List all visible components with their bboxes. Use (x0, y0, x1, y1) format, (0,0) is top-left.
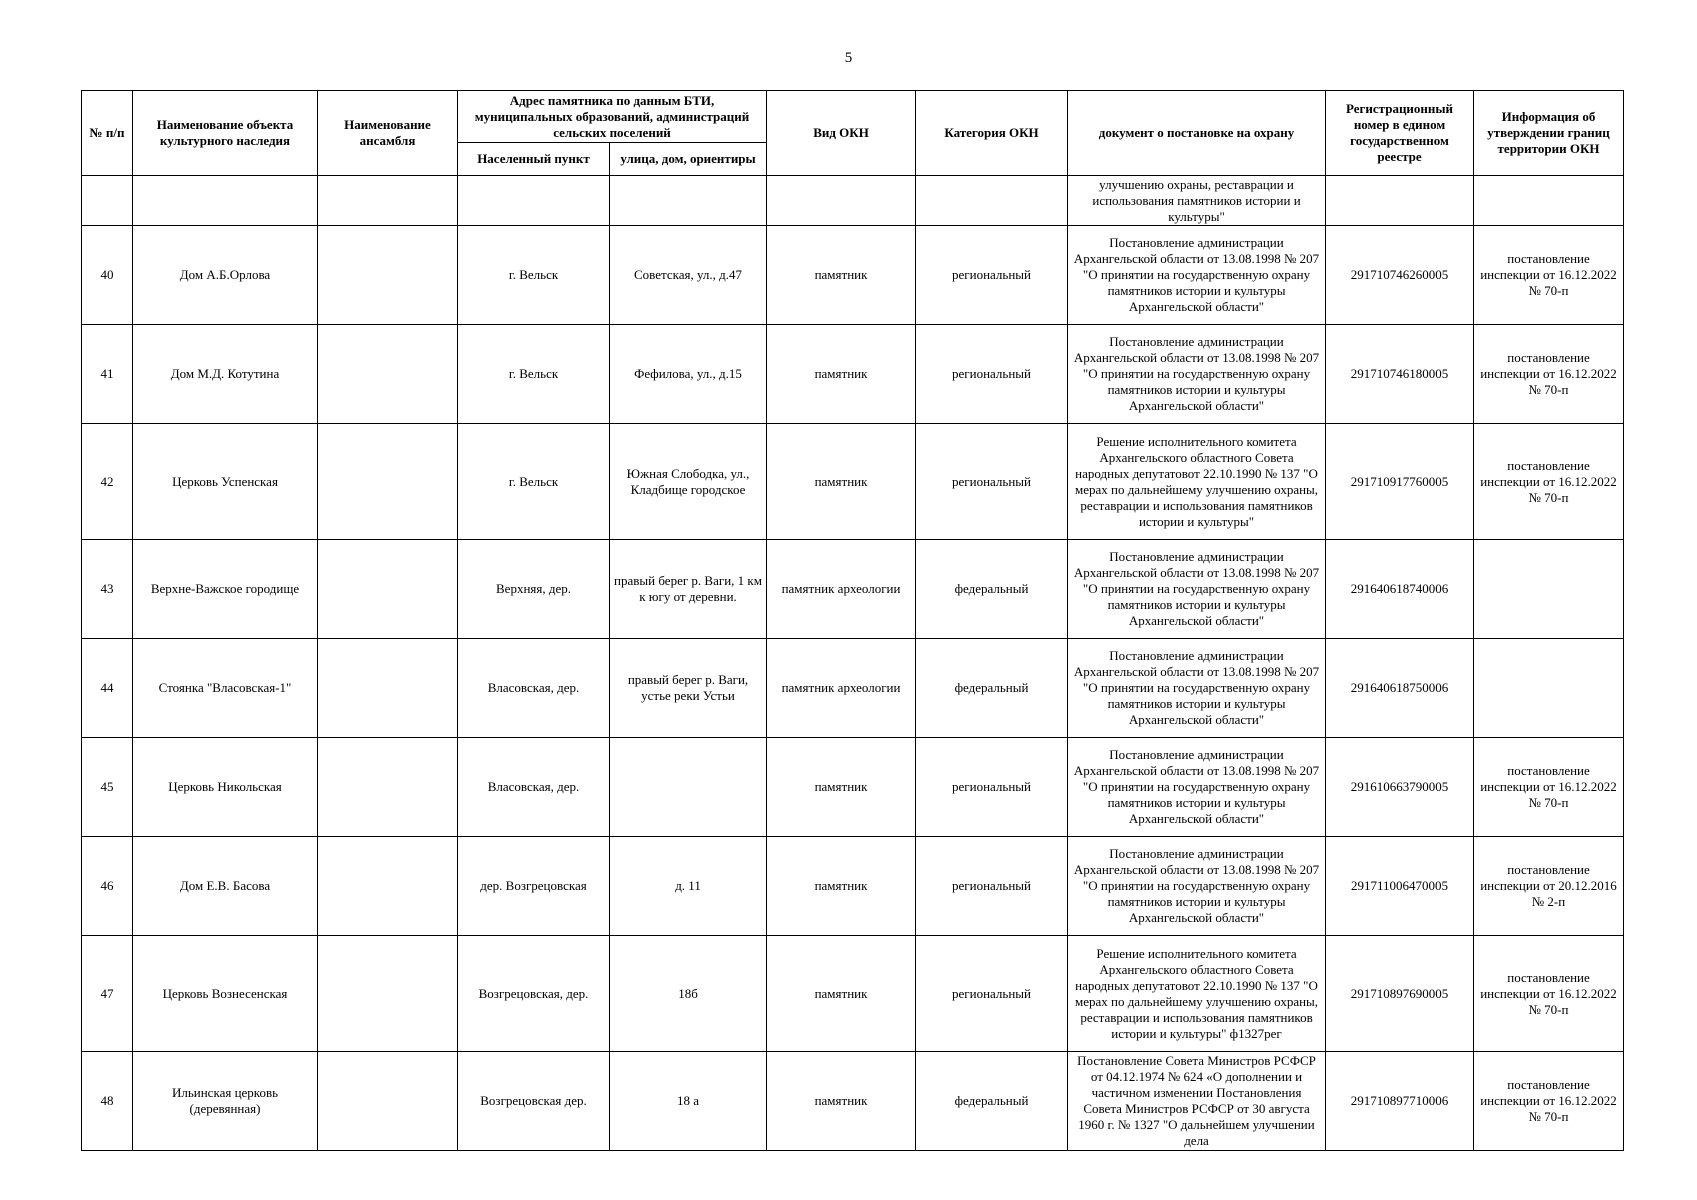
cell-name: Дом Е.В. Басова (133, 837, 318, 936)
cell-category: региональный (916, 226, 1068, 325)
cell-type (767, 176, 916, 226)
cell-street: Советская, ул., д.47 (610, 226, 767, 325)
cell-ensemble (318, 226, 458, 325)
header-type: Вид ОКН (767, 91, 916, 176)
cell-category: региональный (916, 325, 1068, 424)
table-row (82, 176, 1624, 226)
table-row (82, 540, 1624, 639)
cell-locality: Верхняя, дер. (458, 540, 610, 639)
cell-document: Постановление администрации Архангельской области от 13.08.1998 № 207 "О принятии на государственную охрану памятников истории и культуры Архангельской области" (1068, 325, 1326, 424)
table-row (82, 738, 1624, 837)
cell-regnum: 291710746180005 (1326, 325, 1474, 424)
cell-locality (458, 176, 610, 226)
cell-document: улучшению охраны, реставрации и использования памятников истории и культуры" (1068, 176, 1326, 226)
page-number: 5 (844, 50, 853, 66)
cell-num: 47 (82, 936, 133, 1052)
cell-type: памятник (767, 1052, 916, 1151)
cell-street: 18 а (610, 1052, 767, 1151)
cell-document: Постановление администрации Архангельской области от 13.08.1998 № 207 "О принятии на государственную охрану памятников истории и культуры Архангельской области" (1068, 738, 1326, 837)
cell-document: Решение исполнительного комитета Архангельского областного Совета народных депутатовот 22.10.1990 № 137 "О мерах по дальнейшему улучшению охраны, реставрации и использования памятников истории и культуры" ф1327рег (1068, 936, 1326, 1052)
cell-num: 46 (82, 837, 133, 936)
cell-category: региональный (916, 738, 1068, 837)
cell-regnum: 291640618740006 (1326, 540, 1474, 639)
cell-name: Стоянка "Власовская-1" (133, 639, 318, 738)
cell-category: федеральный (916, 639, 1068, 738)
cell-locality: Возгрецовская, дер. (458, 936, 610, 1052)
cell-num: 40 (82, 226, 133, 325)
cell-category: федеральный (916, 1052, 1068, 1151)
table-row (82, 325, 1624, 424)
cell-document: Решение исполнительного комитета Архангельского областного Совета народных депутатовот 22.10.1990 № 137 "О мерах по дальнейшему улучшению охраны, реставрации и использования памятников истории и культуры" (1068, 424, 1326, 540)
cell-locality: г. Вельск (458, 226, 610, 325)
cell-document: Постановление Совета Министров РСФСР от 04.12.1974 № 624 «О дополнении и частичном изменении Постановления Совета Министров РСФСР от 30 августа 1960 г. № 1327 "О дальнейшем улучшении дела (1068, 1052, 1326, 1151)
cell-name: Верхне-Важское городище (133, 540, 318, 639)
cell-street: Фефилова, ул., д.15 (610, 325, 767, 424)
cell-name: Дом А.Б.Орлова (133, 226, 318, 325)
table-body (82, 176, 1624, 1151)
cell-ensemble (318, 936, 458, 1052)
cell-num: 48 (82, 1052, 133, 1151)
cell-street: 18б (610, 936, 767, 1052)
cell-type: памятник (767, 424, 916, 540)
header-name: Наименование объекта культурного наследия (133, 91, 318, 176)
cell-document: Постановление администрации Архангельской области от 13.08.1998 № 207 "О принятии на государственную охрану памятников истории и культуры Архангельской области" (1068, 226, 1326, 325)
header-regnum: Регистрационный номер в едином государственном реестре (1326, 91, 1474, 176)
cell-regnum: 291610663790005 (1326, 738, 1474, 837)
cell-num (82, 176, 133, 226)
cell-boundaries (1474, 639, 1624, 738)
cell-locality: г. Вельск (458, 325, 610, 424)
cell-regnum (1326, 176, 1474, 226)
cell-type: памятник (767, 325, 916, 424)
cell-ensemble (318, 639, 458, 738)
header-locality: Населенный пункт (458, 143, 610, 176)
cell-locality: дер. Возгрецовская (458, 837, 610, 936)
cell-type: памятник (767, 936, 916, 1052)
cell-ensemble (318, 424, 458, 540)
cell-name: Ильинская церковь (деревянная) (133, 1052, 318, 1151)
cell-document: Постановление администрации Архангельской области от 13.08.1998 № 207 "О принятии на государственную охрану памятников истории и культуры Архангельской области" (1068, 837, 1326, 936)
cell-boundaries: постановление инспекции от 20.12.2016 № 2-п (1474, 837, 1624, 936)
cell-category: федеральный (916, 540, 1068, 639)
cell-type: памятник (767, 837, 916, 936)
header-document: документ о постановке на охрану (1068, 91, 1326, 176)
table-row (82, 1052, 1624, 1151)
cell-locality: Власовская, дер. (458, 738, 610, 837)
cell-street: Южная Слободка, ул., Кладбище городское (610, 424, 767, 540)
cell-category (916, 176, 1068, 226)
cell-street (610, 738, 767, 837)
cell-category: региональный (916, 837, 1068, 936)
cell-street: д. 11 (610, 837, 767, 936)
cell-locality: г. Вельск (458, 424, 610, 540)
cell-category: региональный (916, 936, 1068, 1052)
cell-street (610, 176, 767, 226)
cell-type: памятник (767, 738, 916, 837)
cell-type: памятник археологии (767, 639, 916, 738)
header-address: Адрес памятника по данным БТИ, муниципальных образований, администраций сельских поселений (458, 91, 767, 143)
cell-ensemble (318, 540, 458, 639)
cell-category: региональный (916, 424, 1068, 540)
cell-boundaries (1474, 176, 1624, 226)
cell-name: Дом М.Д. Котутина (133, 325, 318, 424)
cell-ensemble (318, 738, 458, 837)
cell-name: Церковь Успенская (133, 424, 318, 540)
cell-boundaries (1474, 540, 1624, 639)
table-header (82, 91, 1624, 176)
cell-locality: Власовская, дер. (458, 639, 610, 738)
table-row (82, 837, 1624, 936)
header-street: улица, дом, ориентиры (610, 143, 767, 176)
cell-regnum: 291711006470005 (1326, 837, 1474, 936)
header-num: № п/п (82, 91, 133, 176)
cell-type: памятник археологии (767, 540, 916, 639)
cell-num: 42 (82, 424, 133, 540)
cell-type: памятник (767, 226, 916, 325)
cell-regnum: 291710897710006 (1326, 1052, 1474, 1151)
cell-regnum: 291640618750006 (1326, 639, 1474, 738)
cell-name: Церковь Вознесенская (133, 936, 318, 1052)
cell-num: 44 (82, 639, 133, 738)
table-row (82, 424, 1624, 540)
cell-boundaries: постановление инспекции от 16.12.2022 № 70-п (1474, 424, 1624, 540)
cell-num: 45 (82, 738, 133, 837)
cell-regnum: 291710746260005 (1326, 226, 1474, 325)
cell-name: Церковь Никольская (133, 738, 318, 837)
cell-ensemble (318, 1052, 458, 1151)
cell-num: 41 (82, 325, 133, 424)
cell-name (133, 176, 318, 226)
table-row (82, 936, 1624, 1052)
cell-boundaries: постановление инспекции от 16.12.2022 № 70-п (1474, 226, 1624, 325)
cell-boundaries: постановление инспекции от 16.12.2022 № 70-п (1474, 1052, 1624, 1151)
cell-boundaries: постановление инспекции от 16.12.2022 № 70-п (1474, 325, 1624, 424)
header-boundaries: Информация об утверждении границ территории ОКН (1474, 91, 1624, 176)
header-ensemble: Наименование ансамбля (318, 91, 458, 176)
heritage-registry-table (81, 90, 1624, 1151)
cell-num: 43 (82, 540, 133, 639)
cell-street: правый берег р. Ваги, устье реки Устьи (610, 639, 767, 738)
cell-regnum: 291710917760005 (1326, 424, 1474, 540)
cell-street: правый берег р. Ваги, 1 км к югу от деревни. (610, 540, 767, 639)
cell-regnum: 291710897690005 (1326, 936, 1474, 1052)
cell-boundaries: постановление инспекции от 16.12.2022 № 70-п (1474, 738, 1624, 837)
cell-locality: Возгрецовская дер. (458, 1052, 610, 1151)
table-row (82, 226, 1624, 325)
header-category: Категория ОКН (916, 91, 1068, 176)
cell-boundaries: постановление инспекции от 16.12.2022 № 70-п (1474, 936, 1624, 1052)
table-row (82, 639, 1624, 738)
cell-ensemble (318, 837, 458, 936)
cell-document: Постановление администрации Архангельской области от 13.08.1998 № 207 "О принятии на государственную охрану памятников истории и культуры Архангельской области" (1068, 639, 1326, 738)
cell-document: Постановление администрации Архангельской области от 13.08.1998 № 207 "О принятии на государственную охрану памятников истории и культуры Архангельской области" (1068, 540, 1326, 639)
cell-ensemble (318, 176, 458, 226)
cell-ensemble (318, 325, 458, 424)
